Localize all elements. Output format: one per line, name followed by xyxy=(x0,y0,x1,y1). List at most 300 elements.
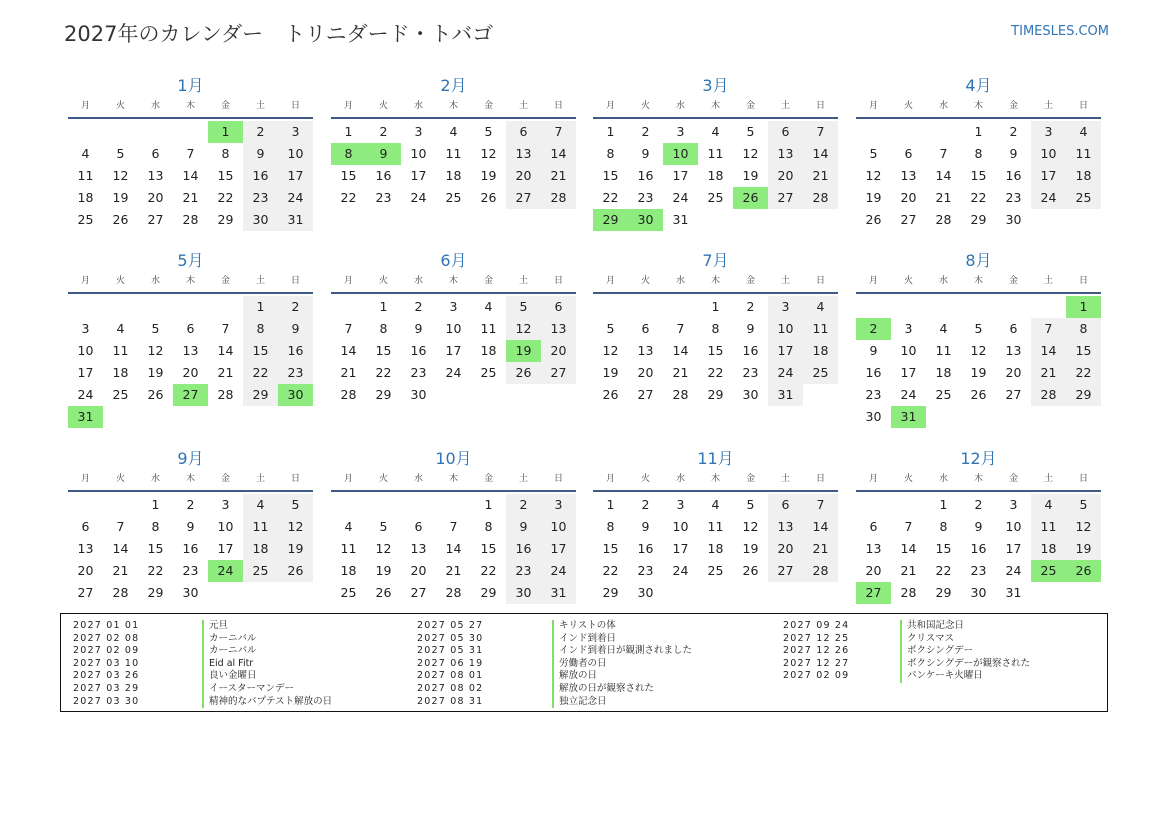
day-cell: 1 xyxy=(484,497,493,512)
day-cell: 18 xyxy=(1066,165,1101,187)
day-cell: 18 xyxy=(340,563,357,578)
day-cell: 19 xyxy=(742,168,759,183)
day-cell: 27 xyxy=(77,585,94,600)
day-cell: 26 xyxy=(480,190,497,205)
empty-cell xyxy=(926,296,961,318)
holiday-name: ボクシングデー xyxy=(900,645,973,658)
day-cell: 25 xyxy=(340,585,357,600)
day-cell: 14 xyxy=(672,343,689,358)
holiday-name: 共和国記念日 xyxy=(900,620,964,633)
day-cell: 6 xyxy=(768,494,803,516)
day-cell: 15 xyxy=(375,343,392,358)
day-cell: 21 xyxy=(803,538,838,560)
weekday-label: 火 xyxy=(378,101,388,111)
day-cell: 18 xyxy=(707,168,724,183)
day-cell: 17 xyxy=(768,340,803,362)
day-cell: 20 xyxy=(768,165,803,187)
day-cell: 4 xyxy=(711,497,720,512)
holiday-day: 19 xyxy=(506,340,541,362)
day-cell: 10 xyxy=(672,519,689,534)
day-cell: 12 xyxy=(278,516,313,538)
day-cell: 31 xyxy=(768,384,803,406)
day-cell: 28 xyxy=(541,187,576,209)
holiday-day: 8 xyxy=(331,143,366,165)
day-cell: 31 xyxy=(672,212,689,227)
day-cell: 11 xyxy=(935,343,952,358)
month-name: 8月 xyxy=(965,251,992,270)
day-cell: 27 xyxy=(1005,387,1022,402)
holiday-day: 1 xyxy=(208,121,243,143)
day-cell: 9 xyxy=(746,321,755,336)
day-cell: 13 xyxy=(768,143,803,165)
empty-cell xyxy=(891,296,926,318)
day-cell: 23 xyxy=(182,563,199,578)
day-cell: 18 xyxy=(112,365,129,380)
day-cell: 14 xyxy=(1031,340,1066,362)
day-cell: 9 xyxy=(1009,146,1018,161)
day-cell: 6 xyxy=(414,519,423,534)
holiday-day: 1 xyxy=(1066,296,1101,318)
holiday-date: 2027 03 10 xyxy=(73,657,140,669)
empty-cell xyxy=(891,121,926,143)
weekday-label: 火 xyxy=(903,101,913,111)
day-cell: 27 xyxy=(900,212,917,227)
day-cell: 9 xyxy=(414,321,423,336)
day-grid xyxy=(68,296,313,428)
day-cell: 6 xyxy=(641,321,650,336)
header-rule xyxy=(68,292,313,294)
holiday-day: 26 xyxy=(733,187,768,209)
month-name: 10月 xyxy=(435,449,472,468)
day-cell: 21 xyxy=(182,190,199,205)
day-cell: 20 xyxy=(77,563,94,578)
header-rule xyxy=(68,490,313,492)
empty-cell xyxy=(436,494,471,516)
day-cell: 15 xyxy=(1066,340,1101,362)
day-cell: 8 xyxy=(606,146,615,161)
day-cell: 11 xyxy=(707,146,724,161)
holiday-day: 26 xyxy=(1066,560,1101,582)
day-cell: 25 xyxy=(935,387,952,402)
day-cell: 13 xyxy=(541,318,576,340)
day-cell: 16 xyxy=(637,168,654,183)
day-cell: 7 xyxy=(939,146,948,161)
empty-cell xyxy=(173,296,208,318)
day-cell: 28 xyxy=(445,585,462,600)
holiday-date: 2027 08 01 xyxy=(417,670,484,682)
day-cell: 6 xyxy=(904,146,913,161)
day-cell: 27 xyxy=(768,187,803,209)
day-cell: 28 xyxy=(217,387,234,402)
header-rule xyxy=(331,490,576,492)
day-cell: 18 xyxy=(480,343,497,358)
day-cell: 8 xyxy=(379,321,388,336)
day-cell: 7 xyxy=(803,494,838,516)
day-cell: 16 xyxy=(970,541,987,556)
day-cell: 16 xyxy=(1005,168,1022,183)
weekday-label: 木 xyxy=(710,474,720,484)
header-rule xyxy=(593,490,838,492)
day-grid xyxy=(856,121,1101,231)
day-cell: 27 xyxy=(506,187,541,209)
day-cell: 4 xyxy=(449,124,458,139)
day-cell: 12 xyxy=(112,168,129,183)
day-cell: 23 xyxy=(637,563,654,578)
day-cell: 21 xyxy=(672,365,689,380)
weekday-label: 金 xyxy=(220,101,230,111)
month-11 xyxy=(593,447,838,604)
day-cell: 18 xyxy=(1031,538,1066,560)
day-cell: 5 xyxy=(278,494,313,516)
day-cell: 28 xyxy=(935,212,952,227)
day-cell: 19 xyxy=(602,365,619,380)
holiday-name: 精神的なバプテスト解放の日 xyxy=(202,696,332,709)
month-10 xyxy=(331,447,576,604)
weekday-label: 火 xyxy=(903,474,913,484)
day-cell: 8 xyxy=(711,321,720,336)
weekday-label: 水 xyxy=(150,276,160,286)
weekday-label: 金 xyxy=(745,101,755,111)
holiday-date: 2027 03 29 xyxy=(73,682,140,694)
day-cell: 8 xyxy=(939,519,948,534)
day-cell: 17 xyxy=(77,365,94,380)
day-cell: 3 xyxy=(449,299,458,314)
empty-cell xyxy=(366,494,401,516)
day-cell: 10 xyxy=(217,519,234,534)
holiday-name: 良い金曜日 xyxy=(202,670,257,683)
day-cell: 14 xyxy=(803,143,838,165)
weekday-label: 日 xyxy=(553,276,563,286)
weekday-label: 水 xyxy=(675,276,685,286)
day-cell: 18 xyxy=(77,190,94,205)
day-cell: 5 xyxy=(1066,494,1101,516)
weekday-label: 月 xyxy=(343,101,353,111)
day-cell: 12 xyxy=(742,519,759,534)
day-cell: 4 xyxy=(1031,494,1066,516)
day-grid xyxy=(68,494,313,604)
empty-cell xyxy=(1031,296,1066,318)
day-cell: 20 xyxy=(182,365,199,380)
day-cell: 19 xyxy=(970,365,987,380)
day-cell: 10 xyxy=(410,146,427,161)
day-cell: 2 xyxy=(506,494,541,516)
day-cell: 17 xyxy=(900,365,917,380)
day-cell: 24 xyxy=(77,387,94,402)
day-cell: 31 xyxy=(278,209,313,231)
day-cell: 3 xyxy=(676,497,685,512)
day-cell: 14 xyxy=(803,516,838,538)
day-cell: 22 xyxy=(217,190,234,205)
weekday-header xyxy=(593,471,838,489)
day-cell: 23 xyxy=(970,563,987,578)
holiday-name: キリストの体 xyxy=(552,620,616,633)
weekday-label: 土 xyxy=(1043,474,1053,484)
day-cell: 6 xyxy=(541,296,576,318)
day-cell: 12 xyxy=(865,168,882,183)
month-2 xyxy=(331,74,576,209)
day-cell: 22 xyxy=(602,190,619,205)
holiday-date: 2027 06 19 xyxy=(417,657,484,669)
day-cell: 29 xyxy=(480,585,497,600)
day-cell: 5 xyxy=(116,146,125,161)
day-cell: 4 xyxy=(1066,121,1101,143)
holiday-day: 30 xyxy=(278,384,313,406)
day-cell: 25 xyxy=(803,362,838,384)
day-cell: 13 xyxy=(1005,343,1022,358)
weekday-label: 火 xyxy=(378,474,388,484)
weekday-label: 日 xyxy=(553,474,563,484)
weekday-label: 水 xyxy=(413,276,423,286)
day-cell: 14 xyxy=(935,168,952,183)
day-cell: 8 xyxy=(221,146,230,161)
day-cell: 10 xyxy=(900,343,917,358)
empty-cell xyxy=(663,296,698,318)
day-cell: 4 xyxy=(243,494,278,516)
day-cell: 18 xyxy=(445,168,462,183)
header-rule xyxy=(593,292,838,294)
header-rule xyxy=(856,117,1101,119)
day-cell: 28 xyxy=(340,387,357,402)
day-cell: 14 xyxy=(112,541,129,556)
day-cell: 21 xyxy=(112,563,129,578)
weekday-label: 木 xyxy=(973,474,983,484)
day-cell: 26 xyxy=(742,563,759,578)
month-9 xyxy=(68,447,313,604)
month-name: 7月 xyxy=(702,251,729,270)
day-cell: 24 xyxy=(1005,563,1022,578)
day-cell: 16 xyxy=(410,343,427,358)
day-cell: 3 xyxy=(676,124,685,139)
holiday-name: インド到着日 xyxy=(552,633,616,646)
day-cell: 22 xyxy=(602,563,619,578)
holiday-name: Eid al Fitr xyxy=(202,658,253,671)
day-cell: 2 xyxy=(278,296,313,318)
weekday-label: 火 xyxy=(640,276,650,286)
day-cell: 17 xyxy=(541,538,576,560)
weekday-label: 月 xyxy=(868,101,878,111)
weekday-label: 日 xyxy=(815,276,825,286)
day-cell: 16 xyxy=(865,365,882,380)
day-cell: 11 xyxy=(445,146,462,161)
weekday-label: 火 xyxy=(115,276,125,286)
day-cell: 30 xyxy=(865,409,882,424)
month-1 xyxy=(68,74,313,231)
weekday-label: 日 xyxy=(290,474,300,484)
day-cell: 16 xyxy=(742,343,759,358)
day-cell: 7 xyxy=(803,121,838,143)
weekday-label: 土 xyxy=(518,276,528,286)
day-cell: 20 xyxy=(900,190,917,205)
day-cell: 24 xyxy=(410,190,427,205)
weekday-header xyxy=(593,98,838,116)
weekday-label: 土 xyxy=(1043,101,1053,111)
day-cell: 4 xyxy=(81,146,90,161)
day-cell: 15 xyxy=(970,168,987,183)
weekday-label: 月 xyxy=(80,474,90,484)
holiday-date: 2027 09 24 xyxy=(783,620,850,631)
day-cell: 30 xyxy=(182,585,199,600)
day-cell: 1 xyxy=(711,299,720,314)
weekday-header xyxy=(856,273,1101,291)
day-cell: 13 xyxy=(768,516,803,538)
day-cell: 6 xyxy=(186,321,195,336)
month-12 xyxy=(856,447,1101,604)
weekday-label: 月 xyxy=(605,101,615,111)
day-cell: 4 xyxy=(939,321,948,336)
month-name: 5月 xyxy=(177,251,204,270)
weekday-label: 火 xyxy=(115,474,125,484)
day-cell: 15 xyxy=(243,340,278,362)
day-cell: 1 xyxy=(243,296,278,318)
day-cell: 19 xyxy=(375,563,392,578)
day-cell: 13 xyxy=(900,168,917,183)
day-cell: 19 xyxy=(1066,538,1101,560)
day-cell: 29 xyxy=(602,585,619,600)
day-grid xyxy=(68,121,313,231)
holiday-name: パンケーキ火曜日 xyxy=(900,670,983,683)
weekday-header xyxy=(856,98,1101,116)
day-cell: 7 xyxy=(676,321,685,336)
day-cell: 10 xyxy=(541,516,576,538)
day-cell: 4 xyxy=(803,296,838,318)
day-cell: 12 xyxy=(742,146,759,161)
weekday-label: 月 xyxy=(80,101,90,111)
day-cell: 3 xyxy=(221,497,230,512)
holiday-date: 2027 02 09 xyxy=(73,645,140,657)
weekday-label: 金 xyxy=(220,276,230,286)
holiday-day: 9 xyxy=(366,143,401,165)
day-cell: 2 xyxy=(186,497,195,512)
holiday-date: 2027 03 30 xyxy=(73,695,140,707)
weekday-label: 土 xyxy=(780,276,790,286)
holiday-name: インド到着日が観測されました xyxy=(552,645,692,658)
empty-cell xyxy=(208,296,243,318)
day-cell: 21 xyxy=(900,563,917,578)
day-cell: 26 xyxy=(375,585,392,600)
weekday-label: 月 xyxy=(343,474,353,484)
day-cell: 16 xyxy=(243,165,278,187)
day-cell: 7 xyxy=(186,146,195,161)
month-name: 3月 xyxy=(702,76,729,95)
day-cell: 25 xyxy=(112,387,129,402)
day-cell: 24 xyxy=(541,560,576,582)
day-cell: 26 xyxy=(112,212,129,227)
day-cell: 25 xyxy=(1066,187,1101,209)
holiday-date: 2027 03 26 xyxy=(73,670,140,682)
month-name: 4月 xyxy=(965,76,992,95)
weekday-label: 金 xyxy=(745,474,755,484)
day-cell: 21 xyxy=(340,365,357,380)
day-cell: 22 xyxy=(243,362,278,384)
day-cell: 30 xyxy=(243,209,278,231)
day-cell: 23 xyxy=(506,560,541,582)
day-cell: 15 xyxy=(217,168,234,183)
day-cell: 3 xyxy=(541,494,576,516)
day-grid xyxy=(593,121,838,231)
weekday-label: 金 xyxy=(1008,474,1018,484)
day-cell: 5 xyxy=(869,146,878,161)
day-cell: 25 xyxy=(480,365,497,380)
day-cell: 11 xyxy=(1031,516,1066,538)
day-cell: 5 xyxy=(379,519,388,534)
day-cell: 2 xyxy=(641,497,650,512)
empty-cell xyxy=(996,296,1031,318)
day-cell: 22 xyxy=(707,365,724,380)
day-cell: 15 xyxy=(340,168,357,183)
empty-cell xyxy=(856,494,891,516)
day-cell: 7 xyxy=(116,519,125,534)
day-cell: 11 xyxy=(112,343,129,358)
weekday-label: 木 xyxy=(710,276,720,286)
day-cell: 15 xyxy=(935,541,952,556)
month-3 xyxy=(593,74,838,231)
weekday-label: 木 xyxy=(185,474,195,484)
empty-cell xyxy=(331,296,366,318)
day-cell: 10 xyxy=(1005,519,1022,534)
day-cell: 24 xyxy=(768,362,803,384)
day-cell: 17 xyxy=(278,165,313,187)
day-cell: 31 xyxy=(541,582,576,604)
day-cell: 27 xyxy=(541,362,576,384)
header-rule xyxy=(331,292,576,294)
weekday-label: 火 xyxy=(903,276,913,286)
day-cell: 28 xyxy=(182,212,199,227)
holiday-name: カーニバル xyxy=(202,645,257,658)
day-cell: 20 xyxy=(1005,365,1022,380)
weekday-label: 日 xyxy=(553,101,563,111)
day-cell: 16 xyxy=(278,340,313,362)
day-cell: 11 xyxy=(707,519,724,534)
day-cell: 9 xyxy=(278,318,313,340)
weekday-label: 金 xyxy=(483,474,493,484)
holiday-name: 独立記念日 xyxy=(552,696,607,709)
holiday-name: イースターマンデー xyxy=(202,683,294,696)
day-cell: 22 xyxy=(935,563,952,578)
day-cell: 1 xyxy=(151,497,160,512)
day-cell: 8 xyxy=(606,519,615,534)
holiday-day: 27 xyxy=(173,384,208,406)
day-grid xyxy=(331,296,576,406)
weekday-label: 金 xyxy=(483,101,493,111)
weekday-header xyxy=(68,98,313,116)
day-cell: 29 xyxy=(707,387,724,402)
day-cell: 3 xyxy=(414,124,423,139)
weekday-label: 土 xyxy=(1043,276,1053,286)
weekday-label: 土 xyxy=(518,474,528,484)
day-grid xyxy=(331,121,576,209)
day-cell: 14 xyxy=(182,168,199,183)
day-cell: 21 xyxy=(541,165,576,187)
day-cell: 25 xyxy=(707,190,724,205)
weekday-header xyxy=(331,471,576,489)
day-cell: 16 xyxy=(506,538,541,560)
day-cell: 18 xyxy=(935,365,952,380)
day-cell: 20 xyxy=(637,365,654,380)
holiday-day: 2 xyxy=(856,318,891,340)
holiday-name: ボクシングデーが観察された xyxy=(900,658,1030,671)
day-cell: 2 xyxy=(1009,124,1018,139)
day-cell: 3 xyxy=(278,121,313,143)
holiday-day: 29 xyxy=(593,209,628,231)
day-cell: 17 xyxy=(1031,165,1066,187)
weekday-header xyxy=(68,273,313,291)
day-cell: 1 xyxy=(379,299,388,314)
weekday-label: 木 xyxy=(973,276,983,286)
weekday-label: 金 xyxy=(220,474,230,484)
day-grid xyxy=(593,494,838,604)
weekday-label: 水 xyxy=(150,101,160,111)
day-cell: 19 xyxy=(480,168,497,183)
